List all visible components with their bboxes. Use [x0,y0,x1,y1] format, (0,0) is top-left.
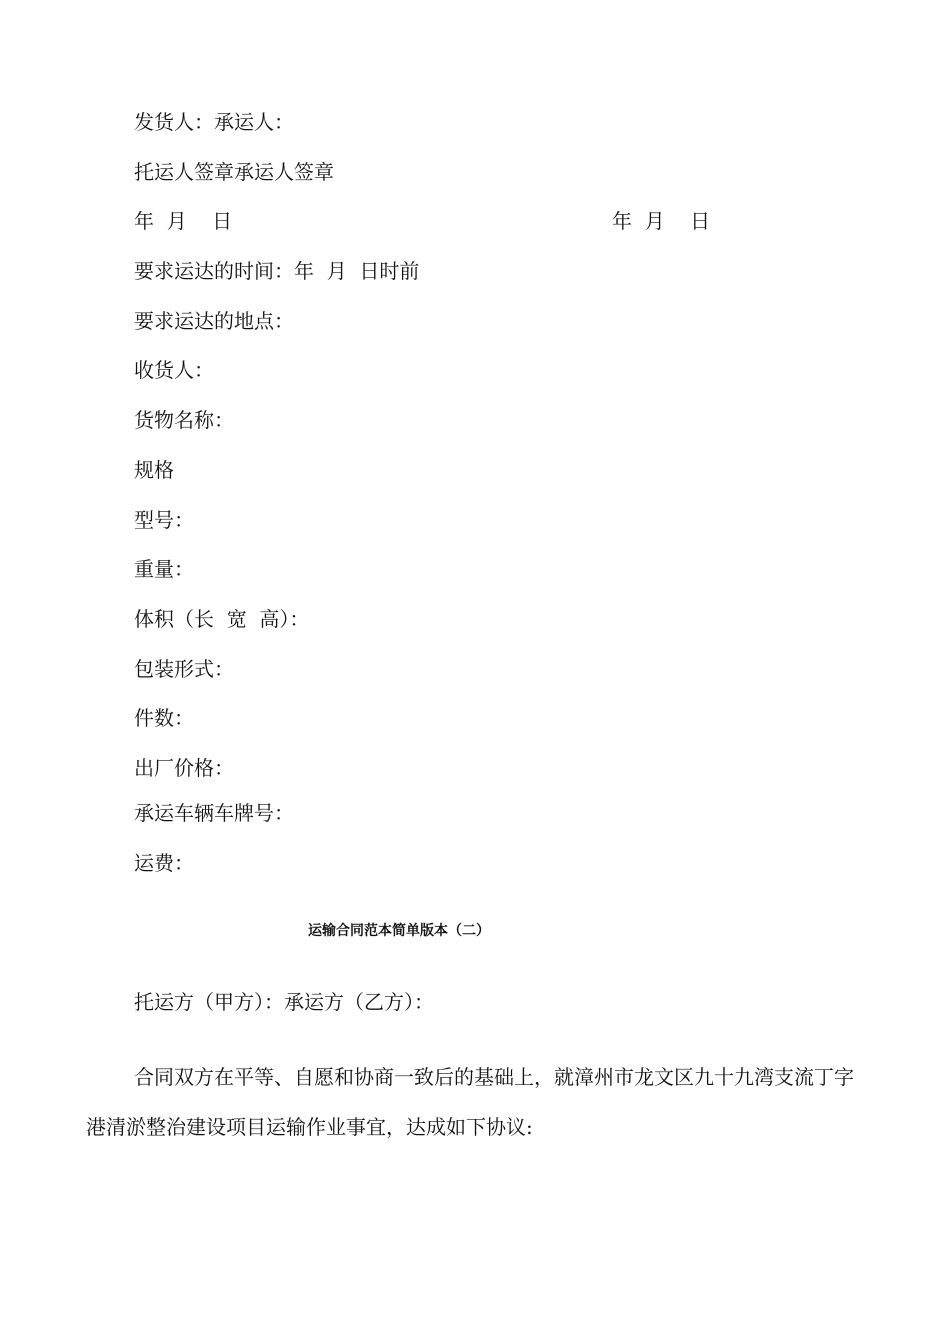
required-time-line: 要求运达的时间：年 月 日时前 [134,259,420,283]
freight-line: 运费： [134,851,194,875]
pieces-line: 件数： [134,706,194,730]
intro-paragraph: 合同双方在平等、自愿和协商一致后的基础上，就漳州市龙文区九十九湾支流丁字港清淤整治建设项目运输作业事宜，达成如下协议: [86,1065,854,1139]
weight-line: 重量： [134,557,194,581]
shipper-carrier-line: 发货人：承运人： [134,110,294,134]
section-title: 运输合同范本简单版本（二） [308,923,490,939]
consignee-line: 收货人： [134,358,214,382]
plate-number-line: 承运车辆车牌号： [134,801,294,825]
model-line: 型号： [134,508,194,532]
date-left: 年 月 日 [134,209,233,233]
signature-line: 托运人签章承运人签章 [134,160,334,184]
factory-price-line: 出厂价格： [134,756,234,780]
required-place-line: 要求运达的地点： [134,309,294,333]
parties-line: 托运方（甲方）：承运方（乙方）： [134,990,434,1014]
date-right: 年 月 日 [612,209,711,233]
packaging-line: 包装形式： [134,657,234,681]
spec-line: 规格 [134,458,174,482]
volume-line: 体积（长 宽 高）： [134,607,310,631]
goods-name-line: 货物名称： [134,408,234,432]
